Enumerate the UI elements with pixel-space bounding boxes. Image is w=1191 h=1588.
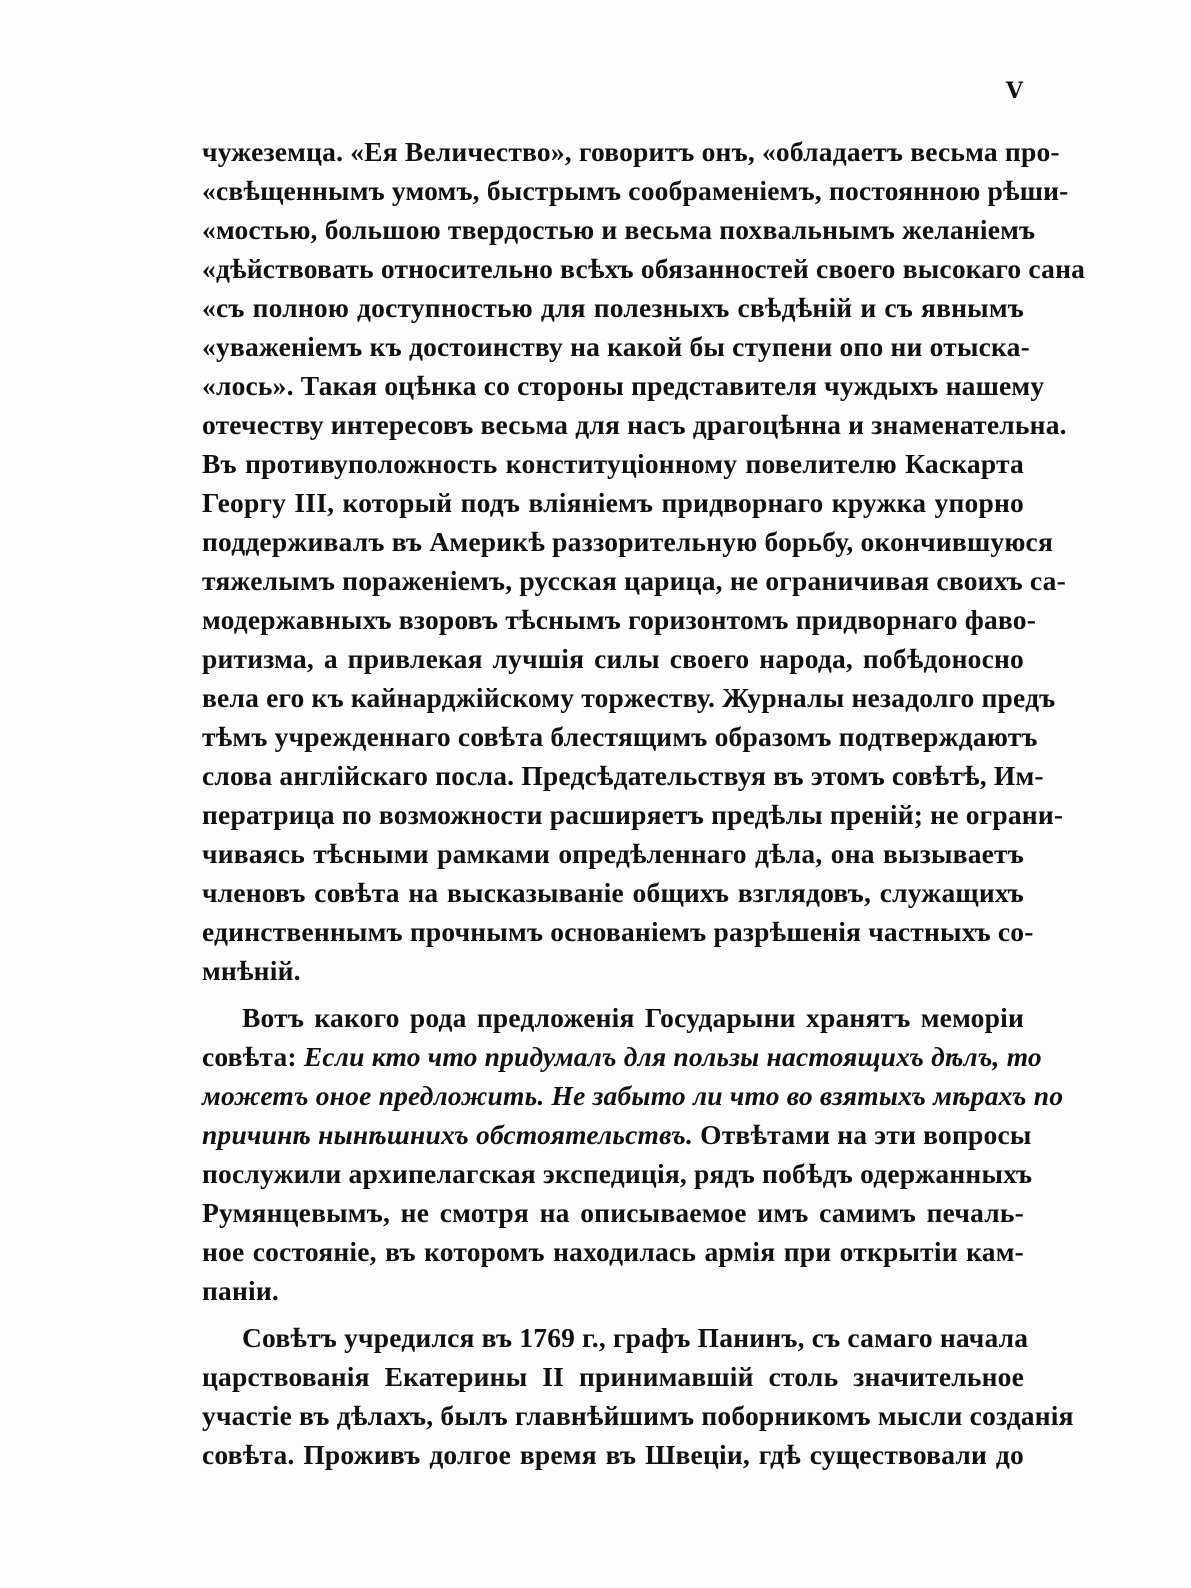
text-line: модержавныхъ взоровъ тѣснымъ горизонтомъ придворнаго фаво- bbox=[202, 604, 1037, 635]
text-line: тѣмъ учрежденнаго совѣта блестящимъ образомъ подтверждаютъ bbox=[202, 721, 1038, 752]
text-line: царствованія Екатерины II принимавшій столь значительное bbox=[202, 1361, 1024, 1392]
text-line: единственнымъ прочнымъ основаніемъ разрѣшенія частныхъ со- bbox=[202, 916, 1034, 947]
text-run: Отвѣтами на эти вопросы bbox=[693, 1119, 1032, 1150]
text-line: «дѣйствовать относительно всѣхъ обязанностей своего высокаго сана bbox=[202, 253, 1086, 284]
text-line bbox=[202, 1115, 1032, 1154]
text-line: «лось». Такая оцѣнка со стороны представителя чуждыхъ нашему bbox=[202, 370, 1045, 401]
body-text bbox=[202, 132, 1086, 1474]
text-line: совѣта. Проживъ долгое время въ Швеціи, гдѣ существовали до bbox=[202, 1439, 1024, 1470]
page-number: V bbox=[1005, 78, 1023, 104]
text-line: ритизма, а привлекая лучшія силы своего народа, побѣдоносно bbox=[202, 643, 1024, 674]
text-line: отечеству интересовъ весьма для насъ драгоцѣнна и знаменательна. bbox=[202, 409, 1067, 440]
paragraph-1 bbox=[202, 132, 1086, 990]
text-run: совѣта: bbox=[202, 1041, 304, 1072]
text-line: Георгу III, который подъ вліяніемъ придворнаго кружка упорно bbox=[202, 487, 1024, 518]
text-line: вела его къ кайнарджійскому торжеству. Журналы незадолго предъ bbox=[202, 682, 1056, 713]
text-line: Вотъ какого рода предложенія Государыни хранятъ меморіи bbox=[242, 1002, 1024, 1033]
text-line: «уваженіемъ къ достоинству на какой бы ступени опо ни отыска- bbox=[202, 331, 1030, 362]
text-line: Въ противуположность конституціонному повелителю Каскарта bbox=[202, 448, 1024, 479]
paragraph-3 bbox=[202, 1318, 1074, 1474]
text-line: «съ полною доступностью для полезныхъ свѣдѣній и съ явнымъ bbox=[202, 292, 1024, 323]
paragraph-2 bbox=[202, 998, 1064, 1310]
text-line: слова англійскаго посла. Предсѣдательствуя въ этомъ совѣтѣ, Им- bbox=[202, 760, 1044, 791]
text-line: чиваясь тѣсными рамками опредѣленнаго дѣла, она вызываетъ bbox=[202, 838, 1024, 869]
text-line: послужили архипелагская экспедиція, рядъ побѣдъ одержанныхъ bbox=[202, 1158, 1033, 1189]
text-line bbox=[202, 1037, 1042, 1076]
text-line: ператрица по возможности расширяетъ предѣлы преній; не ограни- bbox=[202, 799, 1064, 830]
text-line: Совѣтъ учредился въ 1769 г., графъ Панинъ, съ самаго начала bbox=[242, 1322, 1029, 1353]
text-line: паніи. bbox=[202, 1275, 279, 1306]
text-line: мнѣній. bbox=[202, 955, 301, 986]
text-line: участіе въ дѣлахъ, былъ главнѣйшимъ поборникомъ мысли созданія bbox=[202, 1400, 1074, 1431]
text-line: чужеземца. «Ея Величество», говоритъ онъ, «обладаетъ весьма про- bbox=[202, 136, 1060, 167]
text-line: поддерживалъ въ Америкѣ раззорительную борьбу, окончившуюся bbox=[202, 526, 1054, 557]
text-line: «свѣщеннымъ умомъ, быстрымъ сообраменіемъ, постоянною рѣши- bbox=[202, 175, 1069, 206]
italic-quote: причинѣ нынѣшнихъ обстоятельствъ. bbox=[202, 1119, 694, 1150]
text-line: тяжелымъ пораженіемъ, русская царица, не ограничивая своихъ са- bbox=[202, 565, 1066, 596]
italic-quote: Если кто что придумалъ для пользы настоящихъ дѣлъ, то bbox=[303, 1041, 1042, 1072]
text-line: Румянцевымъ, не смотря на описываемое имъ самимъ печаль- bbox=[202, 1197, 1024, 1228]
text-line: членовъ совѣта на высказываніе общихъ взглядовъ, служащихъ bbox=[202, 877, 1024, 908]
text-line: ное состояніе, въ которомъ находилась армія при открытіи кам- bbox=[202, 1236, 1024, 1267]
italic-quote: можетъ оное предложить. Не забыто ли что во взятыхъ мѣрахъ по bbox=[202, 1080, 1064, 1111]
text-line: «мостью, большою твердостью и весьма похвальнымъ желаніемъ bbox=[202, 214, 1036, 245]
